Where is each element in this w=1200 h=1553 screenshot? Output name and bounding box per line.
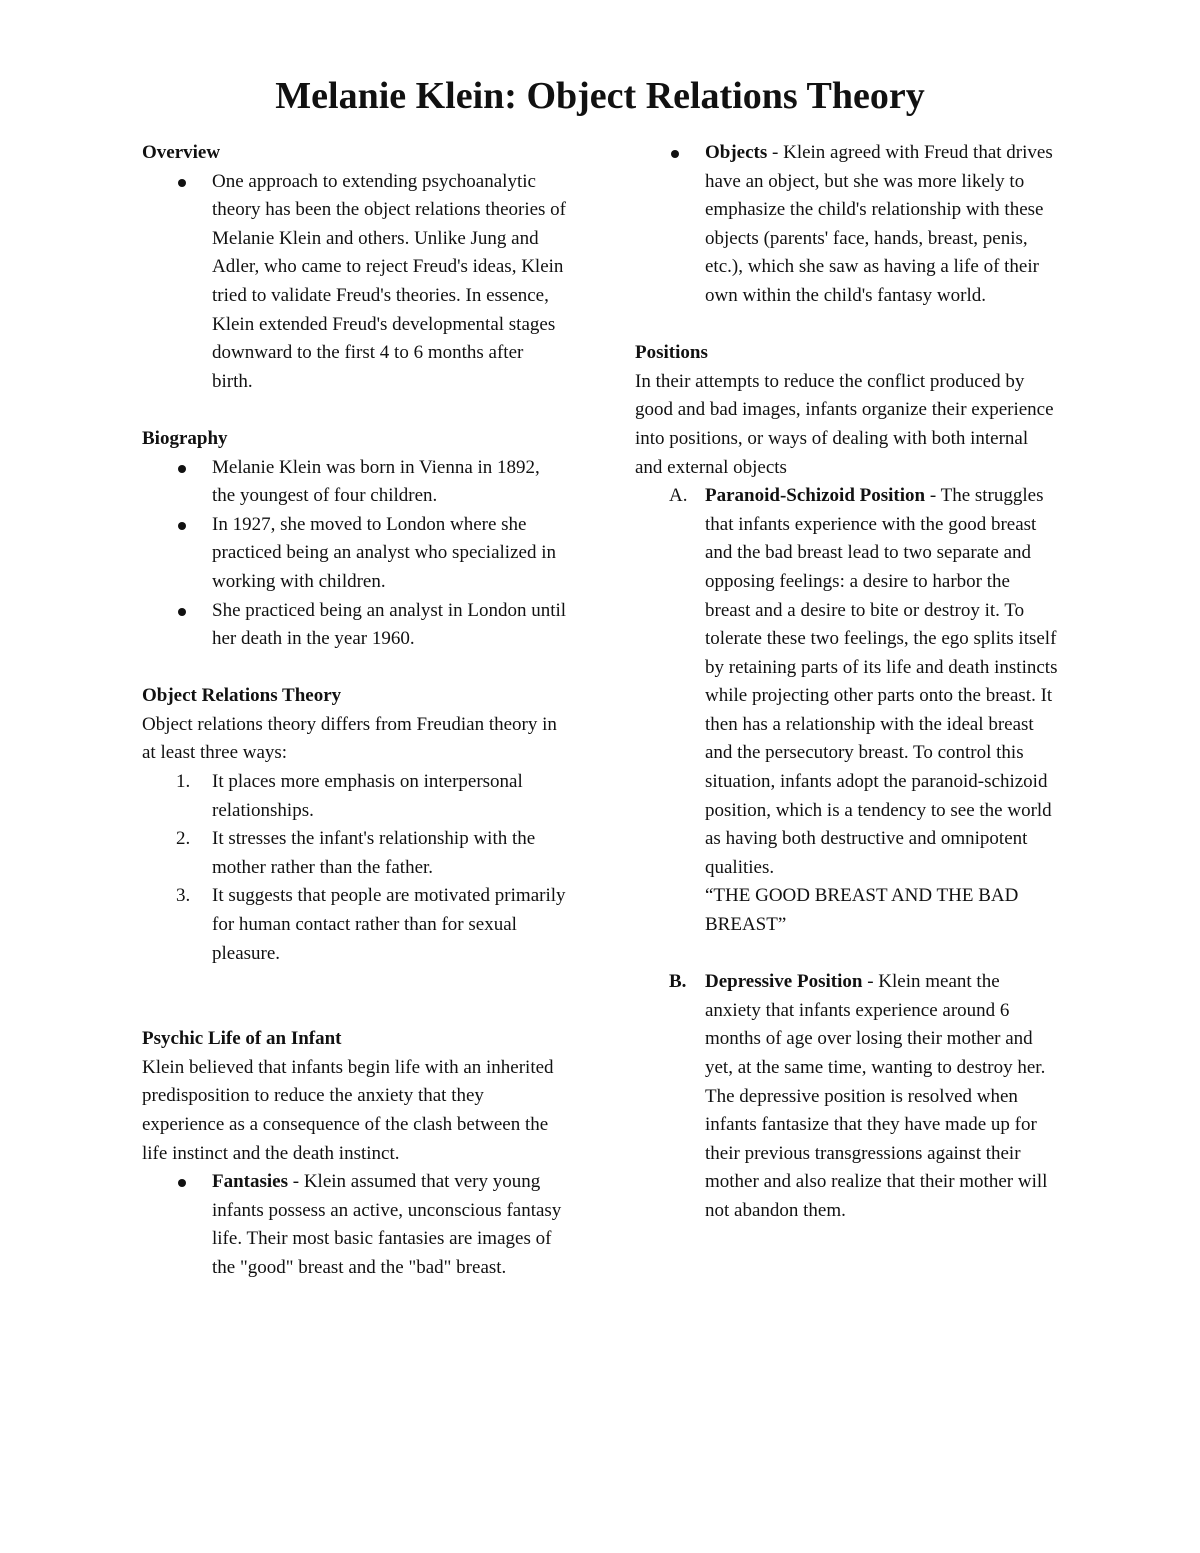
psychic-life-section: [142, 1025, 567, 1282]
term-paranoid-schizoid: Paranoid-Schizoid Position: [705, 485, 926, 507]
list-item-text: - Klein agreed with Freud that drives have an object, but she was more likely to emphasize the child's relationship with these objects (parents' face, hands, breast, penis, etc.), which she saw as having a life of their own within the child's fantasy world.: [705, 142, 1053, 306]
term-fantasies: Fantasies: [212, 1171, 288, 1193]
right-column: [635, 139, 1060, 1226]
positions-list-b: [635, 968, 1060, 1225]
list-item-text: It suggests that people are motivated primarily for human contact rather than for sexual pleasure.: [212, 885, 566, 964]
list-item: [142, 882, 567, 968]
list-item: [142, 168, 567, 397]
list-letter: B.: [669, 971, 687, 993]
biography-heading: Biography: [142, 427, 228, 449]
psychic-life-intro: Klein believed that infants begin life with an inherited predisposition to reduce the anxiety that they experience as a consequence of the clash between the life instinct and the death instinct.: [142, 1056, 554, 1164]
list-number: 1.: [176, 771, 191, 793]
list-item: [635, 139, 1060, 311]
bullet-icon: [178, 1179, 186, 1187]
term-objects: Objects: [705, 142, 768, 163]
term-depressive: Depressive Position: [705, 971, 863, 993]
document-title: Melanie Klein: Object Relations Theory: [275, 75, 925, 117]
positions-list: [635, 482, 1060, 940]
psychic-life-heading: Psychic Life of an Infant: [142, 1028, 342, 1050]
quote-text: “THE GOOD BREAST AND THE BAD BREAST”: [705, 885, 1019, 936]
bullet-icon: [178, 608, 186, 616]
left-column: [142, 139, 567, 1283]
object-relations-intro: Object relations theory differs from Freudian theory in at least three ways:: [142, 713, 557, 764]
overview-section: [142, 139, 567, 396]
biography-list: [142, 454, 567, 654]
list-item: [142, 1168, 567, 1282]
object-relations-list: [142, 768, 567, 968]
list-item-text: Melanie Klein was born in Vienna in 1892, the youngest of four children.: [212, 456, 540, 507]
list-letter: A.: [669, 485, 688, 507]
list-item: [142, 511, 567, 597]
object-relations-section: [142, 682, 567, 968]
positions-section: [635, 339, 1060, 1225]
list-item-text: One approach to extending psychoanalytic theory has been the object relations theories of Melanie Klein and others. Unlike Jung and Adler, who came to reject Freud's ideas, Klein tried to validate Freud's theories. In essence, Klein extended Freud's developmental stages downward to the first 4 to 6 months after birth.: [212, 170, 567, 392]
bullet-icon: [178, 522, 186, 530]
overview-heading: Overview: [142, 142, 221, 163]
biography-section: [142, 425, 567, 654]
overview-list: [142, 168, 567, 397]
bullet-icon: [178, 465, 186, 473]
object-relations-heading: Object Relations Theory: [142, 685, 342, 707]
objects-list: [635, 139, 1060, 311]
psychic-life-list: [142, 1168, 567, 1282]
list-item-text: - Klein meant the anxiety that infants experience around 6 months of age over losing their mother and yet, at the same time, wanting to destroy her. The depressive position is resolved when infants fantasize that they have made up for their previous transgressions against their mother and also realize that their mother will not abandon them.: [705, 971, 1048, 1221]
bullet-icon: [178, 179, 186, 187]
list-item: [142, 768, 567, 825]
positions-heading: Positions: [635, 342, 708, 364]
list-number: 2.: [176, 828, 191, 850]
list-item-text: - The struggles that infants experience with the good breast and the bad breast lead to two separate and opposing feelings: a desire to harbor the breast and a desire to bite or destroy it. To tolerate these two feelings, the ego splits itself by retaining parts of its life and death instincts while projecting other parts onto the breast. It then has a relationship with the ideal breast and the persecutory breast. To control this situation, infants adopt the paranoid-schizoid position, which is a tendency to see the world as having both destructive and omnipotent qualities.: [705, 485, 1058, 878]
bullet-icon: [671, 150, 679, 158]
list-item-text: She practiced being an analyst in London until her death in the year 1960.: [212, 599, 567, 650]
list-number: 3.: [176, 885, 191, 907]
positions-intro: In their attempts to reduce the conflict produced by good and bad images, infants organize their experience into positions, or ways of dealing with both internal and external objects: [635, 370, 1054, 478]
list-item: [142, 597, 567, 654]
list-item: [142, 825, 567, 882]
list-item: [635, 968, 1060, 1225]
list-item-text: In 1927, she moved to London where she practiced being an analyst who specialized in working with children.: [212, 513, 556, 592]
list-item-text: - Klein assumed that very young infants possess an active, unconscious fantasy life. Their most basic fantasies are images of the "good" breast and the "bad" breast.: [212, 1171, 562, 1278]
list-item: [142, 454, 567, 511]
list-item-text: It stresses the infant's relationship with the mother rather than the father.: [212, 828, 536, 878]
list-item-text: It places more emphasis on interpersonal relationships.: [212, 771, 523, 821]
list-item: [635, 482, 1060, 940]
